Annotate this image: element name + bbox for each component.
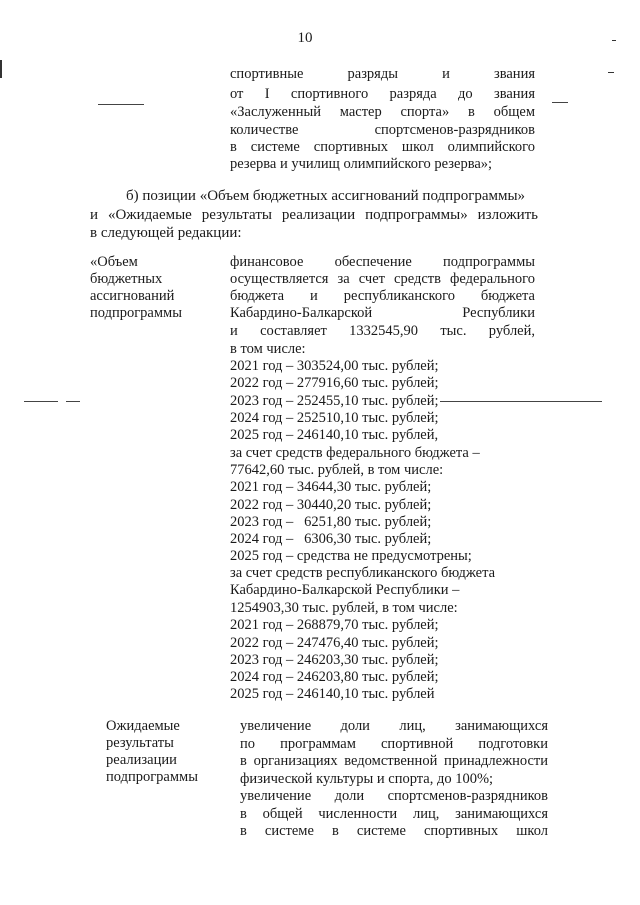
text-line: за счет средств федерального бюджета – [230,445,480,461]
text-line: 2021 год – 303524,00 тыс. рублей; [230,358,439,374]
text-line: увеличение доли лиц, занимающихся [240,718,548,734]
text-line: 2021 год – 34644,30 тыс. рублей; [230,479,432,495]
label-line: результаты [106,735,174,751]
label-line: «Объем [90,254,138,270]
text-line: количестве спортсменов-разрядников [230,122,535,138]
text-line: в общей численности лиц, занимающихся [240,806,548,822]
text-line: 2024 год – 246203,80 тыс. рублей; [230,669,439,685]
table-rule [24,401,58,402]
page-number: 10 [297,30,313,46]
text-line: осуществляется за счет средств федерального [230,271,535,287]
text-line: Кабардино-Балкарской Республики – [230,582,460,598]
table-rule [98,104,144,105]
text-line: 2023 год – 6251,80 тыс. рублей; [230,514,432,530]
text-line: 2024 год – 6306,30 тыс. рублей; [230,531,432,547]
text-line: спортивные разряды и звания [230,66,535,82]
results-label-cell [106,718,236,786]
text-line: от I спортивного разряда до звания [230,86,535,102]
text-line: и «Ожидаемые результаты реализации подпрограммы» изложить [90,207,538,223]
right-margin-mark [608,72,614,73]
text-line: 77642,60 тыс. рублей, в том числе: [230,462,444,478]
text-line: резерва и училищ олимпийского резерва»; [230,156,493,172]
text-line: 2022 год – 247476,40 тыс. рублей; [230,635,439,651]
table-rule [440,401,602,402]
budget-label-cell [90,254,220,322]
right-margin-mark [612,40,616,41]
text-line: финансовое обеспечение подпрограммы [230,254,535,270]
text-line: 2025 год – 246140,10 тыс. рублей [230,686,435,702]
text-line: 2022 год – 277916,60 тыс. рублей; [230,375,439,391]
text-line: в системе спортивных школ олимпийского [230,139,535,155]
text-line: в системе в системе спортивных школ [240,823,548,839]
label-line: бюджетных [90,271,163,287]
label-line: Ожидаемые [106,718,180,734]
text-line: увеличение доли спортсменов-разрядников [240,788,548,804]
table-rule [552,102,568,103]
text-line: 2021 год – 268879,70 тыс. рублей; [230,617,439,633]
text-line: в следующей редакции: [90,225,242,241]
text-line: Кабардино-Балкарской Республики [230,305,535,321]
text-line: 2022 год – 30440,20 тыс. рублей; [230,497,432,513]
label-line: реализации [106,752,177,768]
text-line: б) позиции «Объем бюджетных ассигнований подпрограммы» [126,188,526,204]
text-line: 2025 год – 246140,10 тыс. рублей, [230,427,439,443]
text-line: физической культуры и спорта, до 100%; [240,771,494,787]
label-line: подпрограммы [106,769,198,785]
text-line: 2023 год – 252455,10 тыс. рублей; [230,393,439,409]
text-line: 1254903,30 тыс. рублей, в том числе: [230,600,458,616]
text-line: в организациях ведомственной принадлежности [240,753,548,769]
text-line: «Заслуженный мастер спорта» в общем [230,104,535,120]
text-line: 2023 год – 246203,30 тыс. рублей; [230,652,439,668]
label-line: подпрограммы [90,305,182,321]
text-line: за счет средств республиканского бюджета [230,565,496,581]
left-margin-mark [0,60,2,78]
text-line: в том числе: [230,341,306,357]
text-line: и составляет 1332545,90 тыс. рублей, [230,323,535,339]
text-line: по программам спортивной подготовки [240,736,548,752]
table-rule [66,401,80,402]
text-line: 2024 год – 252510,10 тыс. рублей; [230,410,439,426]
text-line: бюджета и республиканского бюджета [230,288,535,304]
text-line: 2025 год – средства не предусмотрены; [230,548,472,564]
label-line: ассигнований [90,288,175,304]
